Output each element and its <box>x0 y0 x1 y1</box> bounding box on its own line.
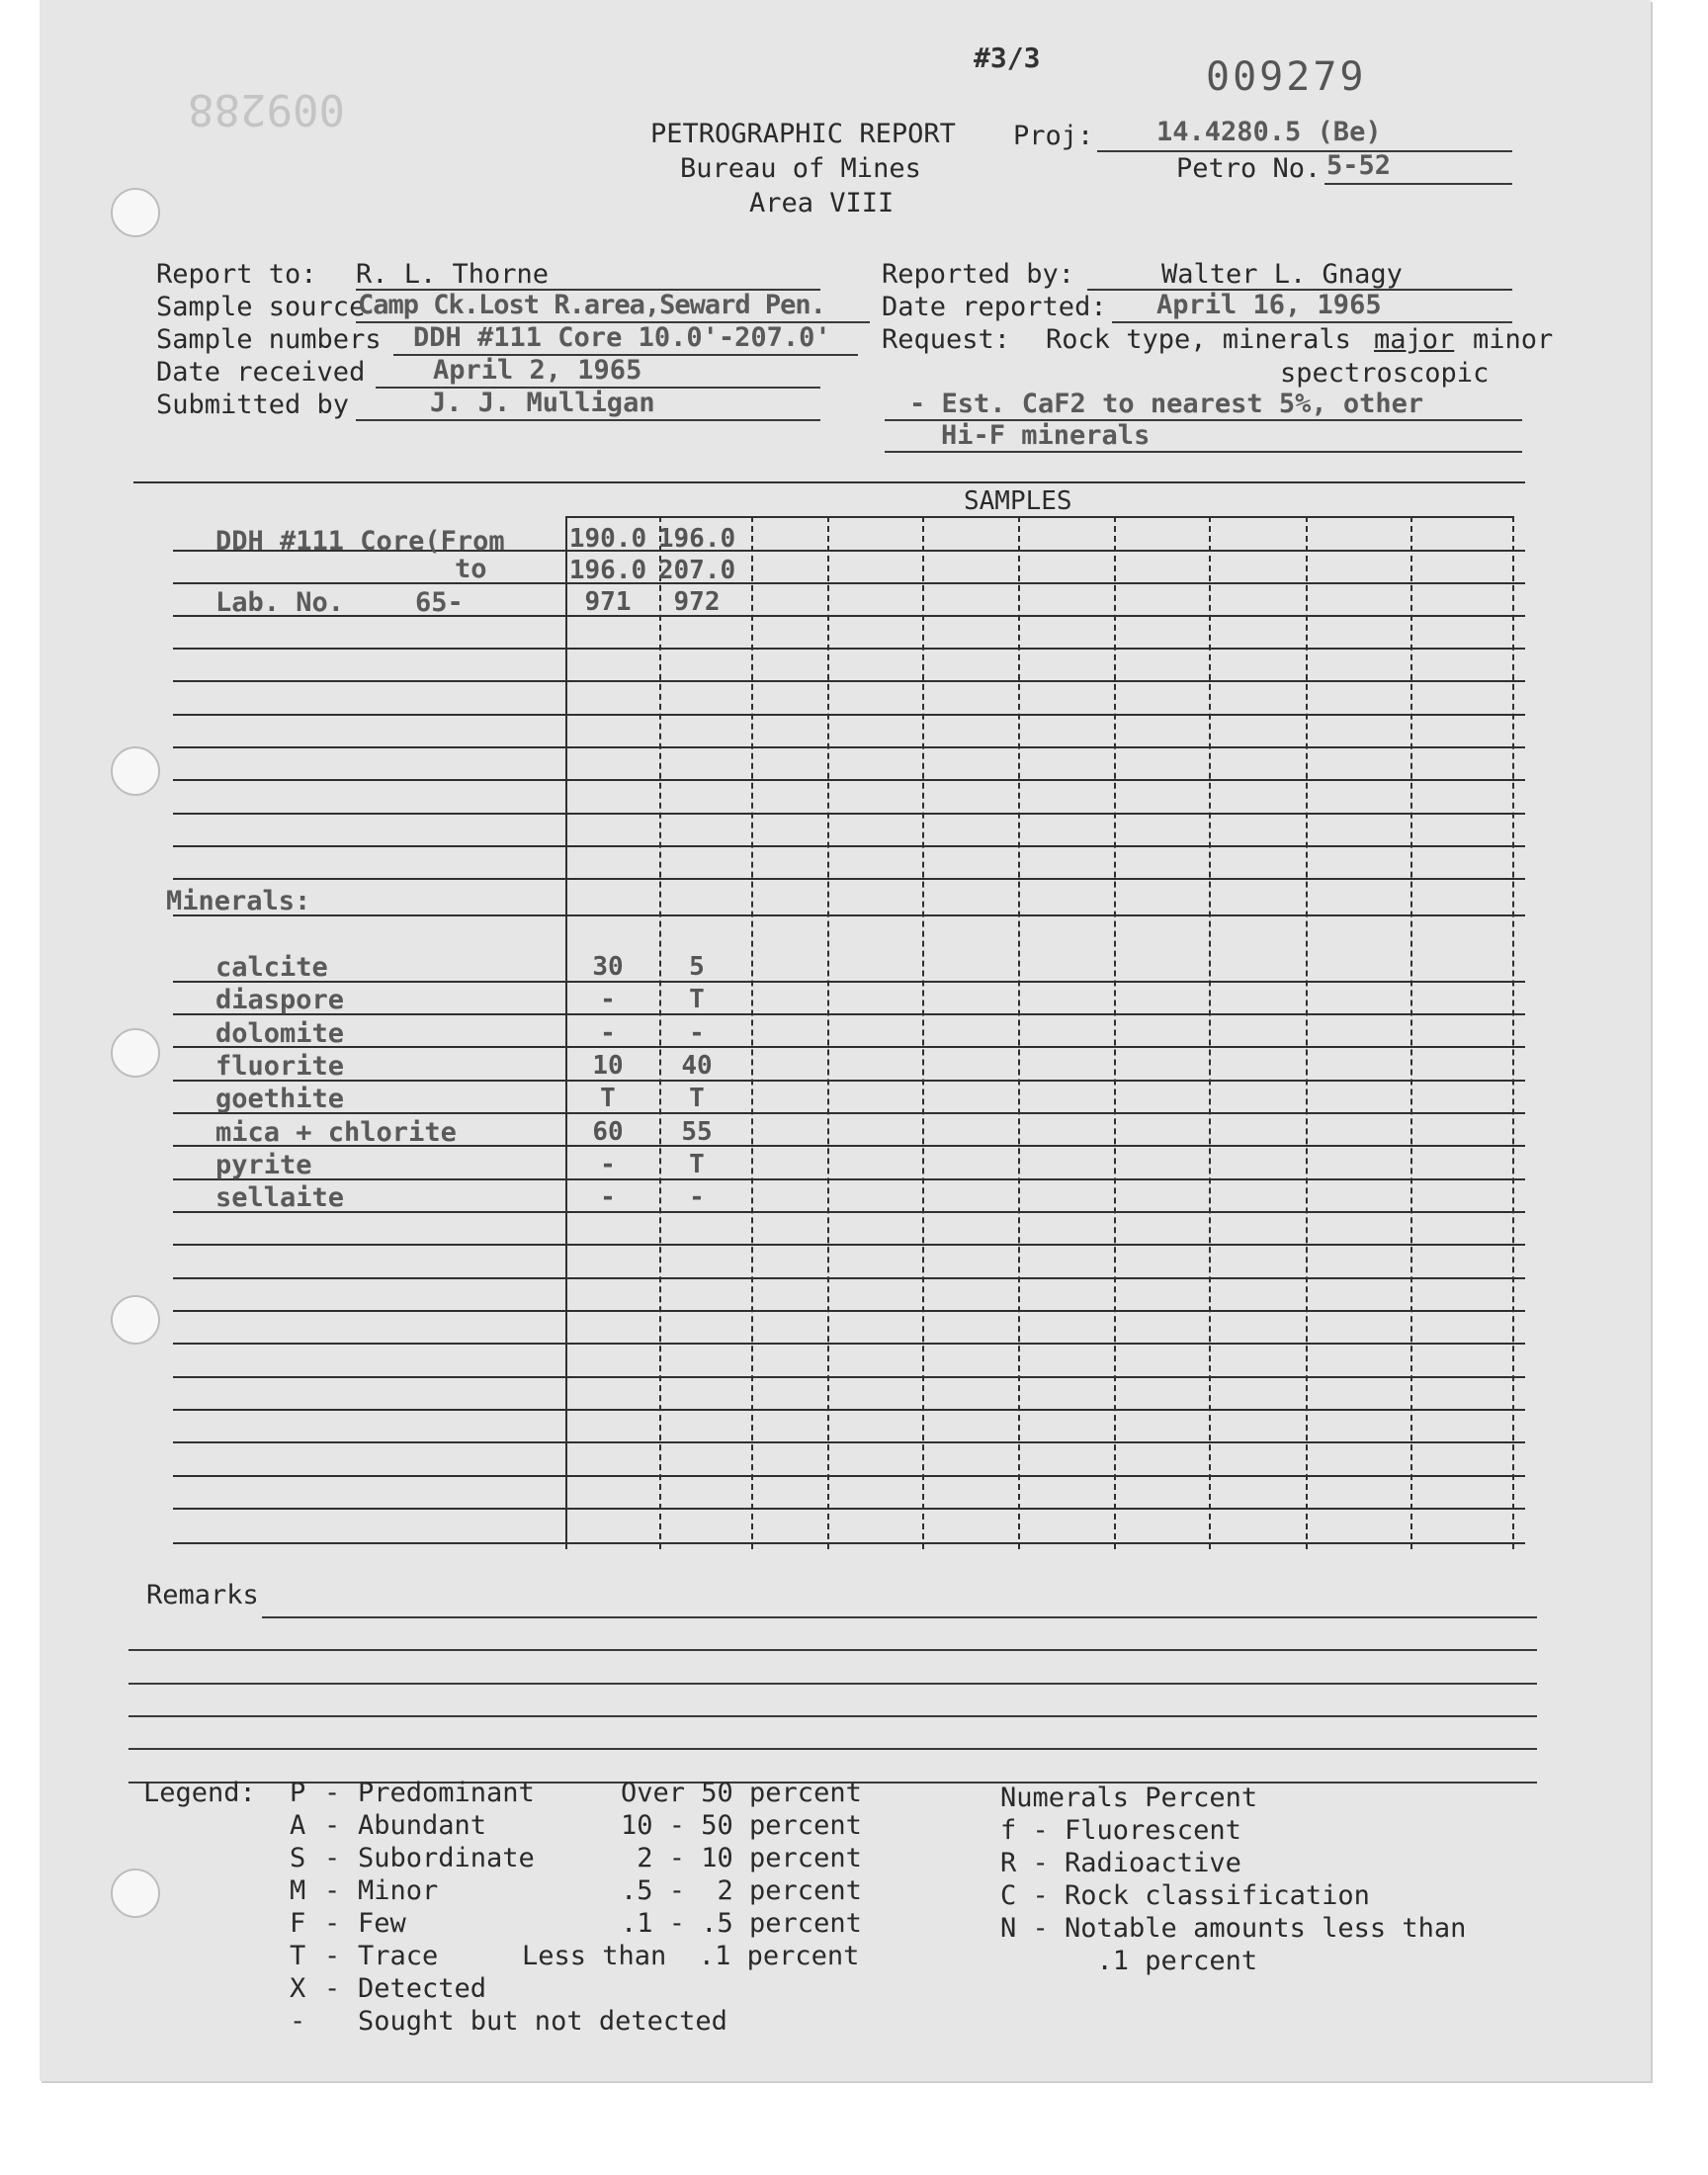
mineral-name: sellaite <box>215 1182 345 1213</box>
petro-label: Petro No. <box>1176 153 1322 184</box>
col2-to: 207.0 <box>657 556 736 585</box>
table-row-line <box>173 1046 1525 1048</box>
punch-hole <box>111 746 160 796</box>
date-reported-value: April 16, 1965 <box>1156 290 1382 320</box>
legend-dash: - <box>324 1843 341 1873</box>
table-row-line <box>173 1343 1525 1345</box>
date-reported-label: Date reported: <box>882 292 1107 322</box>
legend-name: Sought but not detected <box>358 2006 727 2037</box>
table-row-line <box>173 914 1525 916</box>
date-reported-underline <box>1112 321 1512 323</box>
date-received-label: Date received <box>156 357 366 388</box>
mineral-col1-value: 30 <box>592 952 624 982</box>
legend-code: A <box>290 1810 306 1841</box>
mineral-col1-value: - <box>600 1018 616 1048</box>
request-hi-f: Hi-F minerals <box>941 420 1151 451</box>
table-column-line <box>827 516 829 1549</box>
remarks-line <box>128 1748 1537 1750</box>
legend-range: .1 - .5 percent <box>621 1908 862 1939</box>
legend-code: - <box>290 2006 306 2037</box>
legend-name: Detected <box>358 1973 487 2004</box>
legend-dash: - <box>324 1941 341 1971</box>
mineral-name: goethite <box>215 1084 345 1114</box>
legend-label: Legend: <box>143 1778 256 1808</box>
legend-dash: - <box>324 1778 341 1808</box>
submitted-by-value: J. J. Mulligan <box>430 388 655 418</box>
sample-numbers-label: Sample numbers <box>156 324 382 355</box>
mineral-name: fluorite <box>215 1051 345 1082</box>
col1-to: 196.0 <box>568 556 647 585</box>
table-row-line <box>173 648 1525 650</box>
reported-by-value: Walter L. Gnagy <box>1161 259 1403 290</box>
mineral-name: pyrite <box>215 1150 312 1180</box>
punch-hole <box>111 1869 160 1918</box>
proj-underline <box>1097 150 1512 152</box>
mineral-name: dolomite <box>215 1018 345 1049</box>
col2-lab-no: 972 <box>673 587 721 617</box>
mineral-col1-value: 10 <box>592 1051 624 1081</box>
petro-value: 5-52 <box>1326 150 1392 181</box>
legend-range: 10 - 50 percent <box>621 1810 862 1841</box>
remarks-line <box>128 1649 1537 1651</box>
table-row-line <box>173 615 1525 617</box>
bureau-name: Bureau of Mines <box>680 153 921 184</box>
core-label: DDH #111 Core(From <box>215 526 505 557</box>
legend-right-item: N - Notable amounts less than <box>1000 1913 1467 1944</box>
legend-range: Less than .1 percent <box>522 1941 860 1971</box>
legend-range: 2 - 10 percent <box>621 1843 862 1873</box>
table-row-line <box>173 1508 1525 1510</box>
table-row-line <box>173 1441 1525 1443</box>
legend-code: P <box>290 1778 306 1808</box>
mineral-col2-value: - <box>689 1018 705 1048</box>
legend-right-item: .1 percent <box>1000 1946 1258 1976</box>
request-spectroscopic: spectroscopic <box>1280 358 1490 389</box>
faded-number-stamp: 009288 <box>188 84 345 134</box>
request-value: Rock type, minerals <box>1046 324 1351 355</box>
table-column-line <box>1306 516 1308 1549</box>
table-column-line <box>751 516 753 1549</box>
mineral-col1-value: - <box>600 1182 616 1212</box>
proj-value: 14.4280.5 (Be) <box>1156 117 1382 147</box>
col1-from: 190.0 <box>568 524 647 554</box>
request-minor: minor <box>1473 324 1554 355</box>
lab-label: Lab. No. <box>215 587 345 618</box>
mineral-col2-value: 40 <box>681 1051 713 1081</box>
table-row-line <box>173 1277 1525 1279</box>
table-column-line <box>1018 516 1020 1549</box>
table-top-rule <box>133 481 1525 483</box>
legend-right-item: f - Fluorescent <box>1000 1815 1241 1846</box>
table-column-line <box>1114 516 1116 1549</box>
mineral-col2-value: 5 <box>689 952 705 982</box>
table-row-line <box>173 878 1525 880</box>
table-column-line <box>1512 516 1514 1549</box>
mineral-col2-value: T <box>689 985 705 1014</box>
legend-dash: - <box>324 1810 341 1841</box>
table-column-line <box>922 516 924 1549</box>
area-name: Area VIII <box>749 188 895 218</box>
remarks-line <box>128 1715 1537 1717</box>
table-row-line <box>173 779 1525 781</box>
legend-code: F <box>290 1908 306 1939</box>
mineral-col2-value: - <box>689 1182 705 1212</box>
issue-number: #3/3 <box>974 42 1041 74</box>
table-row-line <box>173 1178 1525 1180</box>
legend-right-item: C - Rock classification <box>1000 1880 1370 1911</box>
table-row-line <box>173 1244 1525 1246</box>
mineral-col2-value: 55 <box>681 1117 713 1147</box>
mineral-col2-value: T <box>689 1150 705 1179</box>
document-number: 009279 <box>1206 54 1367 100</box>
remarks-label: Remarks <box>146 1580 259 1610</box>
report-title: PETROGRAPHIC REPORT <box>650 119 956 149</box>
submitted-by-label: Submitted by <box>156 390 350 420</box>
table-row-line <box>173 1310 1525 1312</box>
legend-range: Over 50 percent <box>621 1778 862 1808</box>
submitted-by-underline <box>356 419 820 421</box>
table-row-line <box>173 1211 1525 1213</box>
date-received-value: April 2, 1965 <box>433 355 642 386</box>
table-row-line <box>173 813 1525 815</box>
lab-prefix: 65- <box>415 587 464 618</box>
mineral-col1-value: - <box>600 1150 616 1179</box>
col1-lab-no: 971 <box>584 587 632 617</box>
sample-source-value: Camp Ck.Lost R.area,Seward Pen. <box>358 290 825 320</box>
to-label: to <box>455 554 487 584</box>
legend-name: Predominant <box>358 1778 535 1808</box>
legend-name: Minor <box>358 1875 439 1906</box>
mineral-name: mica + chlorite <box>215 1117 457 1148</box>
table-row-line <box>173 981 1525 983</box>
remarks-line <box>262 1616 1537 1618</box>
table-row-line <box>173 1013 1525 1015</box>
legend-name: Subordinate <box>358 1843 535 1873</box>
table-row-line <box>173 845 1525 847</box>
proj-label: Proj: <box>1013 121 1094 151</box>
report-to-value: R. L. Thorne <box>356 259 550 290</box>
label-column-divider <box>565 516 567 1549</box>
punch-hole <box>111 1028 160 1078</box>
legend-code: S <box>290 1843 306 1873</box>
table-row-line <box>173 714 1525 716</box>
report-to-label: Report to: <box>156 259 317 290</box>
table-row-line <box>173 1376 1525 1378</box>
legend-right-item: Numerals Percent <box>1000 1783 1258 1813</box>
table-row-line <box>173 1542 1525 1544</box>
legend-dash: - <box>324 1908 341 1939</box>
table-column-line <box>1410 516 1412 1549</box>
samples-header: SAMPLES <box>964 486 1072 516</box>
table-row-line <box>173 746 1525 748</box>
report-page <box>40 0 1651 2081</box>
punch-hole <box>111 188 160 237</box>
reported-by-label: Reported by: <box>882 259 1075 290</box>
legend-code: M <box>290 1875 306 1906</box>
request-underline-2 <box>885 451 1522 453</box>
table-column-line <box>1209 516 1211 1549</box>
mineral-col1-value: - <box>600 985 616 1014</box>
legend-code: T <box>290 1941 306 1971</box>
legend-name: Abundant <box>358 1810 487 1841</box>
minerals-heading: Minerals: <box>166 886 311 916</box>
legend-name: Trace <box>358 1941 439 1971</box>
request-estimate: - Est. CaF2 to nearest 5%, other <box>909 389 1424 419</box>
table-row-line <box>173 680 1525 682</box>
col2-from: 196.0 <box>657 524 736 554</box>
legend-dash: - <box>324 1875 341 1906</box>
samples-rule <box>565 516 1512 518</box>
table-row-line <box>173 1409 1525 1411</box>
table-row-line <box>173 1475 1525 1477</box>
legend-code: X <box>290 1973 306 2004</box>
mineral-col1-value: T <box>600 1084 616 1113</box>
mineral-name: diaspore <box>215 985 345 1015</box>
table-row-line <box>173 1112 1525 1114</box>
mineral-name: calcite <box>215 952 328 983</box>
remarks-line <box>128 1683 1537 1685</box>
legend-range: .5 - 2 percent <box>621 1875 862 1906</box>
request-major: major <box>1374 324 1455 355</box>
request-label: Request: <box>882 324 1011 355</box>
legend-name: Few <box>358 1908 406 1939</box>
mineral-col1-value: 60 <box>592 1117 624 1147</box>
sample-source-label: Sample source <box>156 292 366 322</box>
table-row-line <box>173 1080 1525 1082</box>
mineral-col2-value: T <box>689 1084 705 1113</box>
legend-right-item: R - Radioactive <box>1000 1848 1241 1878</box>
sample-numbers-value: DDH #111 Core 10.0'-207.0' <box>413 322 831 353</box>
table-row-line <box>173 582 1525 584</box>
punch-hole <box>111 1295 160 1345</box>
legend-dash: - <box>324 1973 341 2004</box>
petro-underline <box>1324 183 1512 185</box>
